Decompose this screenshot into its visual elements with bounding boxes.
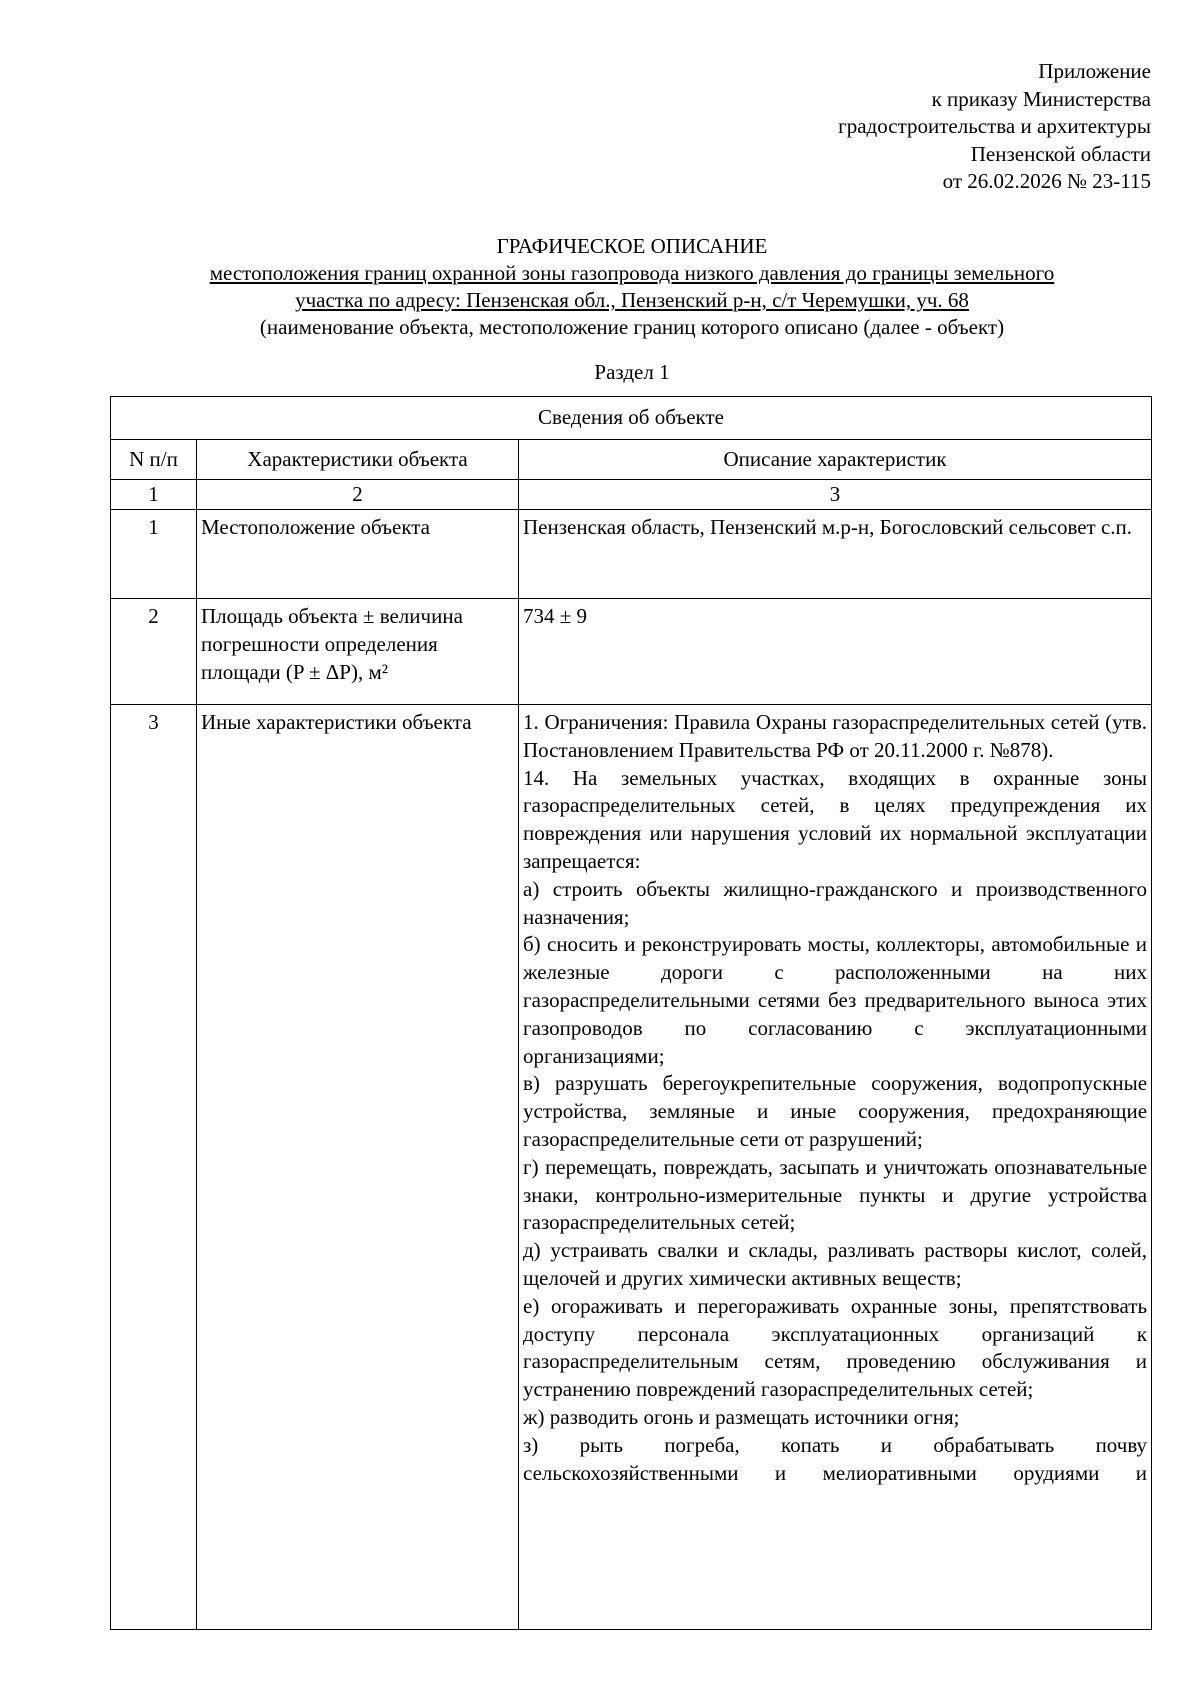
section-label: Раздел 1 — [594, 360, 670, 384]
row-number: 1 — [111, 510, 197, 599]
row-number: 3 — [111, 705, 197, 1630]
appendix-line: Приложение — [1038, 59, 1151, 83]
restriction-paragraph: ж) разводить огонь и размещать источники огня; — [523, 1404, 960, 1429]
column-number: 3 — [519, 480, 1152, 510]
row-description — [519, 705, 1152, 1630]
appendix-line: Пензенской области — [970, 141, 1151, 166]
document-title: ГРАФИЧЕСКОЕ ОПИСАНИЕ — [496, 234, 768, 258]
restriction-paragraph: д) устраивать свалки и склады, разливать растворы кислот, солей, щелочей и других химически активных веществ; — [523, 1238, 1148, 1290]
object-name-line: местоположения границ охранной зоны газопровода низкого давления до границы земельного — [209, 261, 1055, 285]
restriction-paragraph: е) огораживать и перегораживать охранные зоны, препятствовать доступу персонала эксплуатационных организаций к газораспределительным сетям, проведению обслуживания и устранению повреждений газораспределительных сетей; — [523, 1293, 1148, 1402]
appendix-order-date: от 26.02.2026 № 23-115 — [942, 169, 1151, 193]
table-caption-row — [111, 397, 1152, 440]
row-characteristic: Иные характеристики объекта — [197, 705, 519, 1630]
appendix-block — [838, 58, 1151, 196]
table-row — [111, 599, 1152, 705]
column-number: 1 — [111, 480, 197, 510]
row-description: 734 ± 9 — [519, 599, 1152, 705]
column-number: 2 — [197, 480, 519, 510]
object-name-line: участка по адресу: Пензенская обл., Пензенский р-н, с/т Черемушки, уч. 68 — [295, 288, 969, 312]
column-header: Описание характеристик — [519, 440, 1152, 480]
table-caption: Сведения об объекте — [111, 397, 1152, 440]
title-block — [100, 233, 1164, 341]
object-name-caption: (наименование объекта, местоположение границ которого описано (далее - объект) — [259, 315, 1005, 339]
restriction-paragraph: 14. На земельных участках, входящих в охранные зоны газораспределительных сетей, в целях предупреждения их повреждения или нарушения условий их нормальной эксплуатации запрещается: — [523, 765, 1148, 873]
restriction-paragraph: в) разрушать берегоукрепительные сооружения, водопропускные устройства, земляные и иные сооружения, предохраняющие газораспределительные сети от разрушений; — [523, 1071, 1148, 1151]
restriction-paragraph: а) строить объекты жилищно-гражданского и производственного назначения; — [523, 876, 1148, 929]
table-header-row — [111, 440, 1152, 480]
restriction-paragraph: 1. Ограничения: Правила Охраны газораспределительных сетей (утв. Постановлением Правительства РФ от 20.11.2000 г. №878). — [523, 710, 1148, 762]
table-row — [111, 510, 1152, 599]
object-info-table — [110, 396, 1152, 1630]
column-header: Характеристики объекта — [197, 440, 519, 480]
restriction-paragraph: з) рыть погреба, копать и обрабатывать почву сельскохозяйственными и мелиоративными орудиями и — [523, 1432, 1148, 1485]
appendix-line: градостроительства и архитектуры — [838, 114, 1151, 138]
restriction-paragraph: г) перемещать, повреждать, засыпать и уничтожать опознавательные знаки, контрольно-измерительные пункты и другие устройства газораспределительных сетей; — [523, 1154, 1148, 1235]
appendix-line: к приказу Министерства — [931, 86, 1151, 111]
row-characteristic: Площадь объекта ± величина погрешности определения площади (P ± ΔP), м² — [197, 599, 519, 705]
column-number-row — [111, 480, 1152, 510]
row-number: 2 — [111, 599, 197, 705]
restriction-paragraph: б) сносить и реконструировать мосты, коллекторы, автомобильные и железные дороги с расположенными на них газораспределительными сетями без предварительного выноса этих газопроводов по согласованию с эксплуатационными организациями; — [523, 932, 1148, 1068]
row-characteristic: Местоположение объекта — [197, 510, 519, 599]
table-row — [111, 705, 1152, 1630]
row-description: Пензенская область, Пензенский м.р-н, Богословский сельсовет с.п. — [519, 510, 1152, 599]
column-header: N п/п — [111, 440, 197, 480]
